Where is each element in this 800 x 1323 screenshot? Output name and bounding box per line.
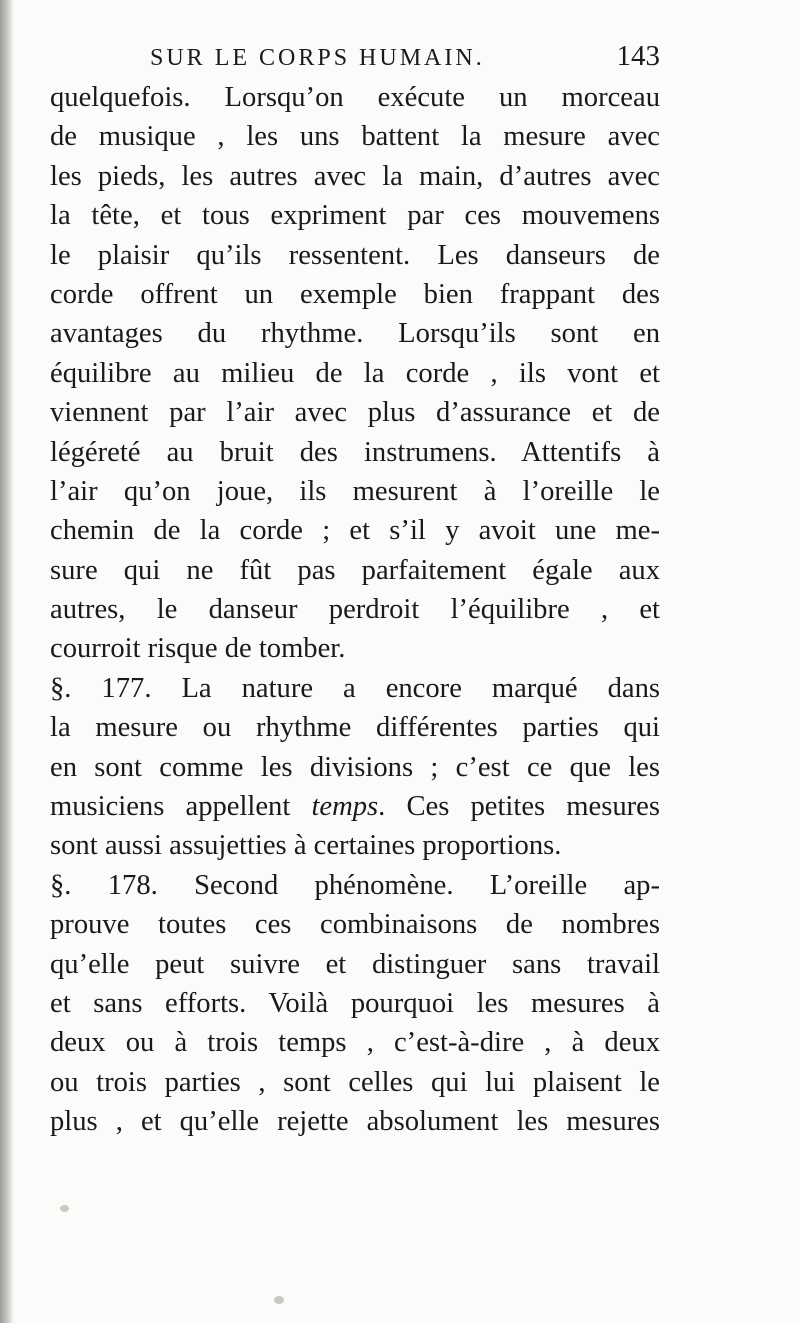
- page-number: 143: [616, 40, 660, 72]
- italic-term: temps: [311, 791, 379, 823]
- text-line: la tête, et tous expriment par ces mouvemens: [50, 200, 660, 232]
- paper-spot: [274, 1296, 284, 1304]
- text-line: sont aussi assujetties à certaines proportions.: [50, 830, 562, 862]
- text-line: équilibre au milieu de la corde , ils vont et: [50, 357, 660, 389]
- paper-spot: [60, 1205, 69, 1212]
- text-line: en sont comme les divisions ; c’est ce que les: [50, 751, 660, 783]
- text-line: quelquefois. Lorsqu’on exécute un morceau: [50, 82, 660, 113]
- text-line: sure qui ne fût pas parfaitement égale aux: [50, 554, 660, 586]
- text-line: légéreté au bruit des instrumens. Attentifs à: [50, 436, 660, 468]
- text-line: de musique , les uns battent la mesure avec: [50, 121, 660, 153]
- text-line: qu’elle peut suivre et distinguer sans travail: [50, 948, 660, 980]
- text-line: autres, le danseur perdroit l’équilibre , et: [50, 594, 660, 626]
- text-line: prouve toutes ces combinaisons de nombres: [50, 909, 660, 941]
- text-line: corde offrent un exemple bien frappant des: [50, 278, 660, 310]
- text-line: et sans efforts. Voilà pourquoi les mesures à: [50, 987, 660, 1019]
- text-line: plus , et qu’elle rejette absolument les mesures: [50, 1106, 660, 1138]
- text-line: avantages du rhythme. Lorsqu’ils sont en: [50, 318, 660, 350]
- text-segment: . Ces petites mesures: [378, 791, 660, 823]
- text-line: le plaisir qu’ils ressentent. Les danseurs de: [50, 239, 660, 271]
- running-head: [150, 40, 660, 80]
- text-segment: musiciens appellent: [50, 791, 312, 823]
- paragraph-178-line: §. 178. Second phénomène. L’oreille ap-: [50, 869, 660, 901]
- text-line: viennent par l’air avec plus d’assurance et de: [50, 397, 660, 429]
- text-line: deux ou à trois temps , c’est-à-dire , à deux: [50, 1027, 660, 1059]
- body-text: [50, 78, 660, 1142]
- text-line: les pieds, les autres avec la main, d’autres avec: [50, 160, 660, 192]
- text-line: la mesure ou rhythme différentes parties qui: [50, 712, 660, 744]
- text-line: ou trois parties , sont celles qui lui plaisent le: [50, 1066, 660, 1098]
- text-line-with-italic: [50, 787, 660, 826]
- running-title: SUR LE CORPS HUMAIN.: [150, 45, 485, 71]
- text-line: l’air qu’on joue, ils mesurent à l’oreille le: [50, 475, 660, 507]
- text-line: chemin de la corde ; et s’il y avoit une me-: [50, 515, 660, 547]
- text-line: courroit risque de tomber.: [50, 633, 346, 665]
- binding-edge: [0, 0, 14, 1323]
- paragraph-177-line: §. 177. La nature a encore marqué dans: [50, 672, 660, 704]
